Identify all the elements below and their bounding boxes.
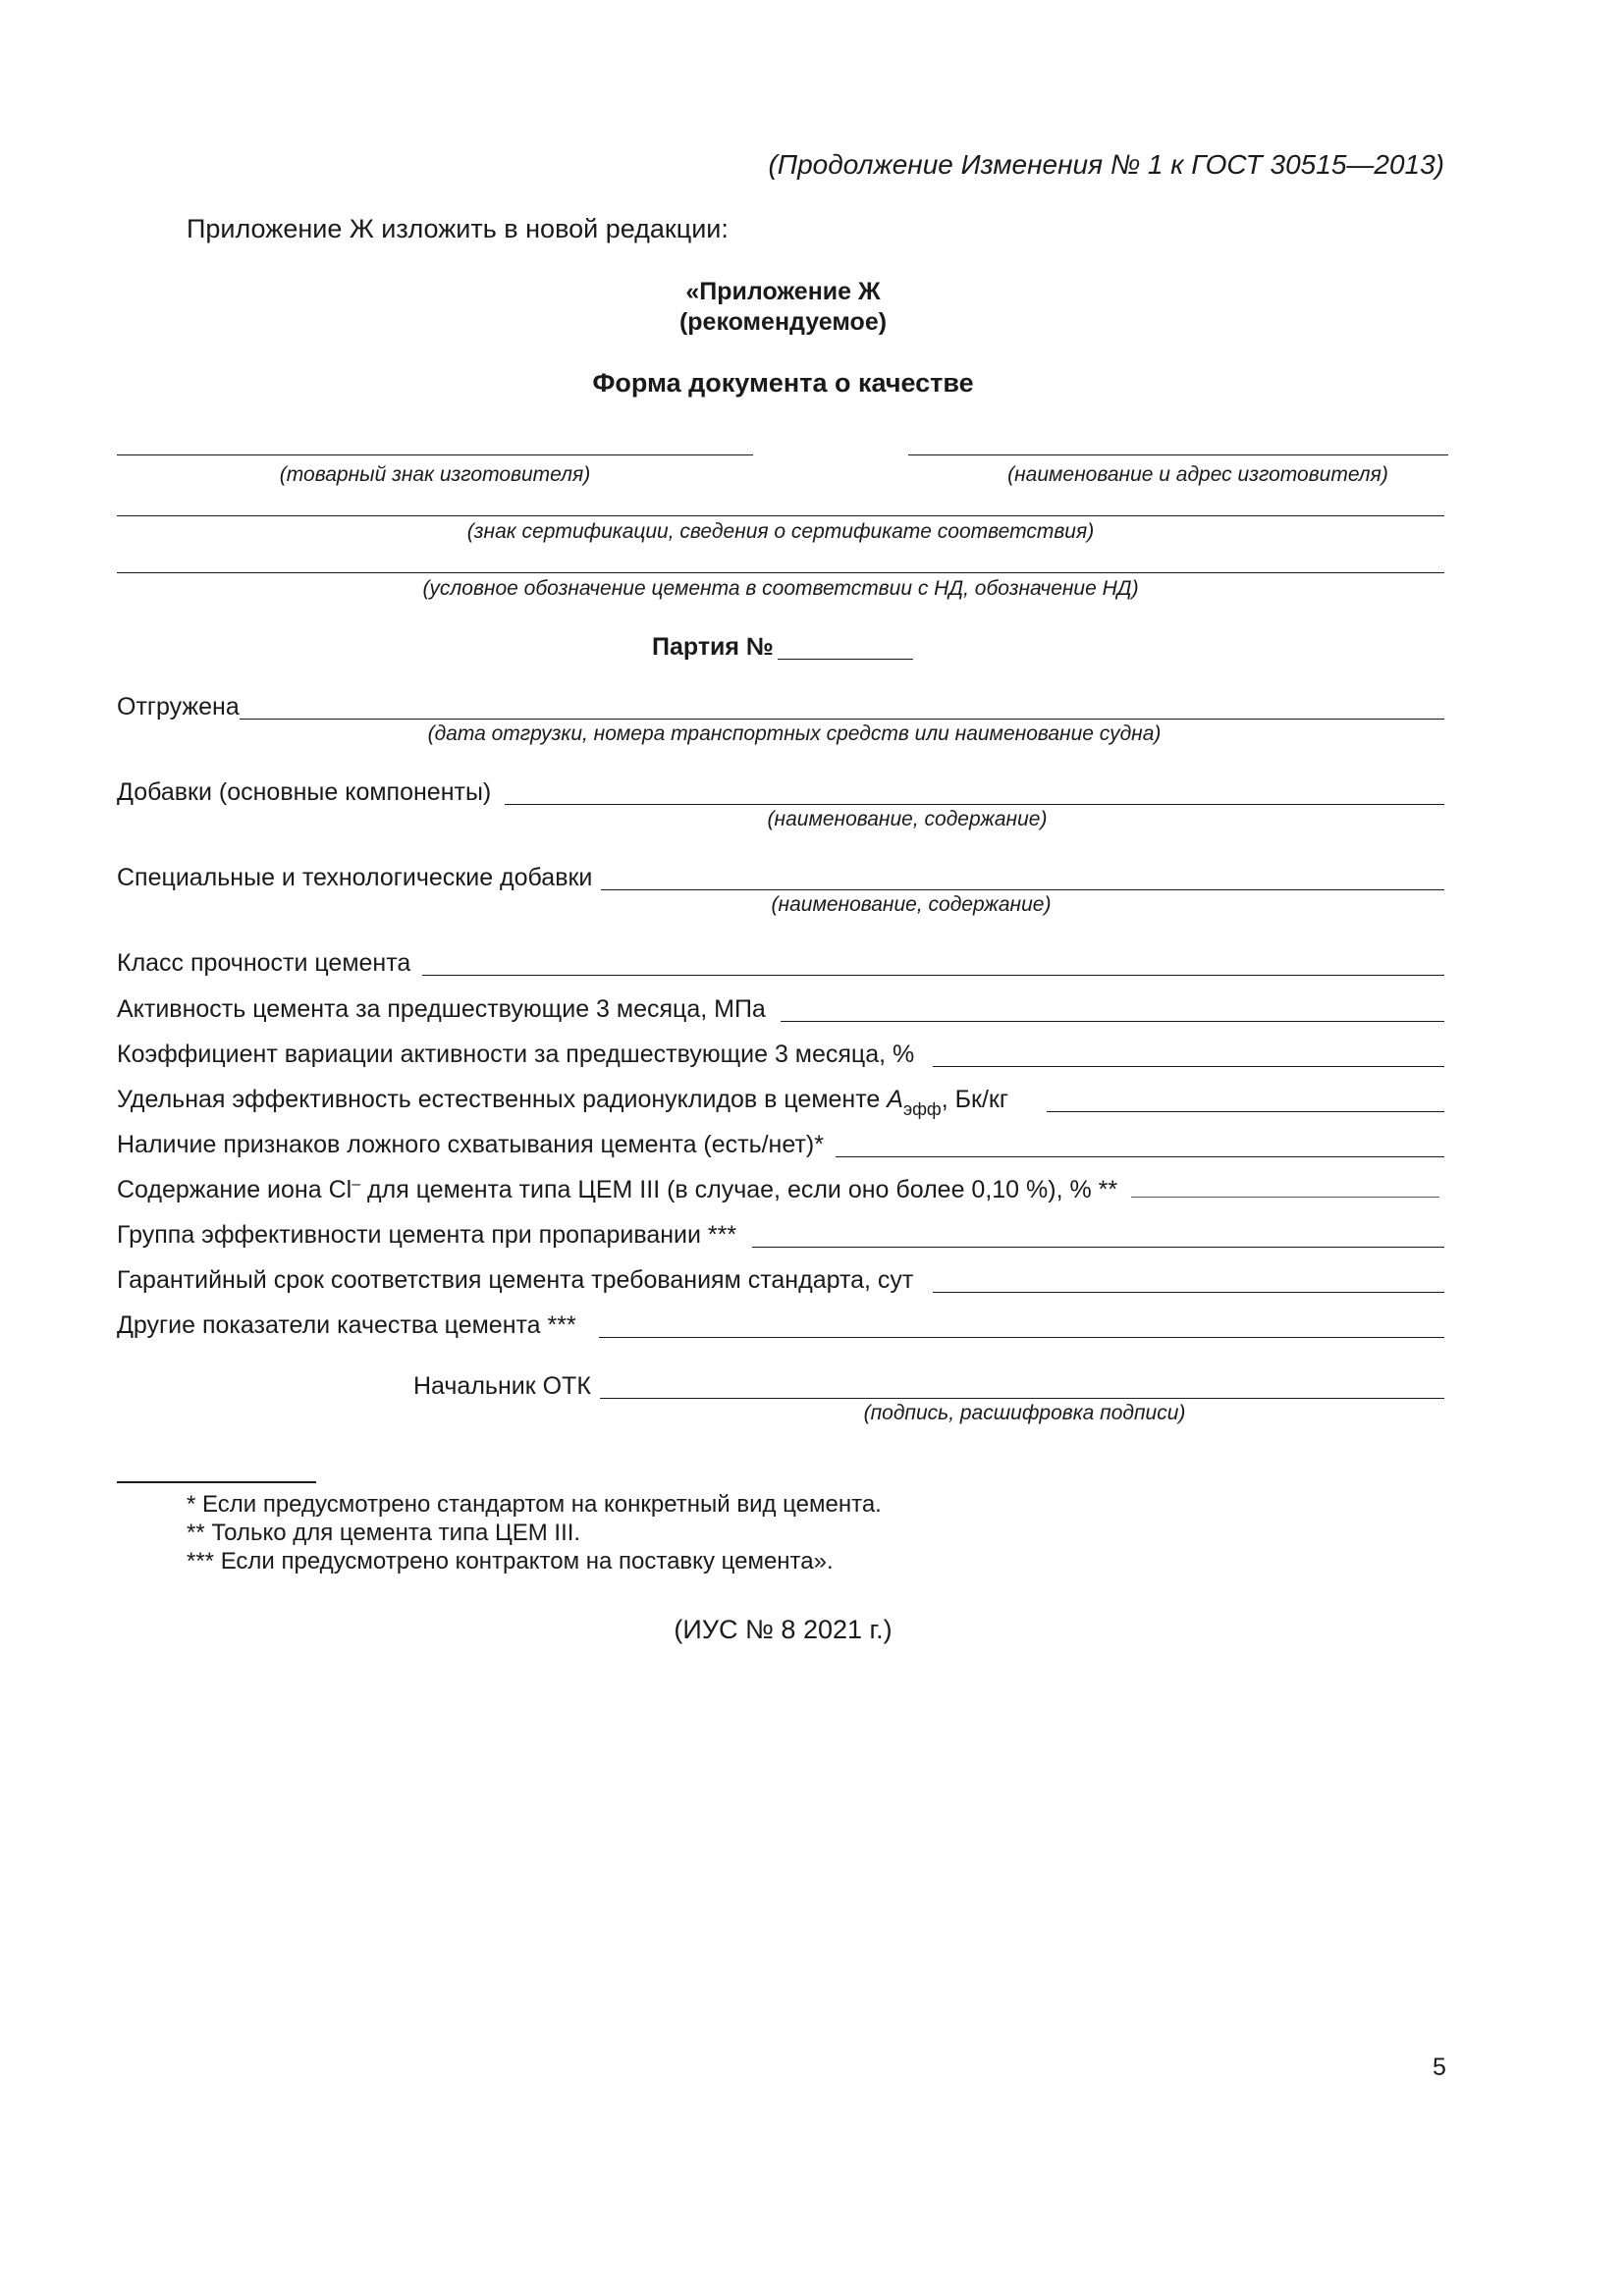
- radionuclides-line[interactable]: [1047, 1111, 1444, 1112]
- false-setting-label: Наличие признаков ложного схватывания цемента (есть/нет)*: [117, 1131, 824, 1158]
- chloride-label: [117, 1176, 1117, 1204]
- signature-caption: (подпись, расшифровка подписи): [863, 1402, 1186, 1424]
- shipped-label: Отгружена: [117, 693, 240, 721]
- activity-label: Активность цемента за предшествующие 3 месяца, МПа: [117, 995, 766, 1023]
- certification-line[interactable]: [117, 515, 1444, 516]
- radionuclides-suffix: , Бк/кг: [941, 1086, 1008, 1113]
- activity-line[interactable]: [781, 1021, 1444, 1022]
- additives-main-line[interactable]: [505, 804, 1444, 805]
- designation-caption: (условное обозначение цемента в соответствии с НД, обозначение НД): [422, 577, 1139, 600]
- batch-label: Партия №: [652, 633, 774, 661]
- strength-class-line[interactable]: [422, 975, 1444, 976]
- radionuclides-label: [117, 1086, 1008, 1119]
- appendix-subtitle: (рекомендуемое): [678, 308, 888, 336]
- warranty-line[interactable]: [933, 1292, 1444, 1293]
- warranty-label: Гарантийный срок соответствия цемента требованиям стандарта, сут: [117, 1266, 914, 1294]
- form-title: Форма документа о качестве: [592, 368, 974, 398]
- strength-class-label: Класс прочности цемента: [117, 949, 411, 977]
- manufacturer-caption: (наименование и адрес изготовителя): [1007, 463, 1388, 486]
- additives-special-label: Специальные и технологические добавки: [117, 864, 593, 891]
- shipment-caption: (дата отгрузки, номера транспортных средств или наименование судна): [427, 722, 1162, 745]
- trademark-line[interactable]: [117, 454, 753, 455]
- qc-head-label: Начальник ОТК: [413, 1372, 591, 1400]
- radionuclides-prefix: Удельная эффективность естественных радионуклидов в цементе: [117, 1086, 888, 1113]
- chloride-superscript: –: [352, 1176, 361, 1193]
- variation-label: Коэффициент вариации активности за предшествующие 3 месяца, %: [117, 1041, 915, 1068]
- false-setting-line[interactable]: [836, 1156, 1444, 1157]
- qc-head-signature-line[interactable]: [600, 1398, 1444, 1399]
- certification-caption: (знак сертификации, сведения о сертификате соответствия): [466, 520, 1095, 543]
- chloride-prefix: Содержание иона Cl: [117, 1176, 352, 1203]
- footnote-2: ** Только для цемента типа ЦЕМ III.: [187, 1520, 581, 1546]
- additives-main-caption: (наименование, содержание): [767, 808, 1048, 830]
- other-indicators-line[interactable]: [599, 1337, 1444, 1338]
- batch-number-line[interactable]: [778, 659, 913, 660]
- steaming-group-label: Группа эффективности цемента при пропаривании ***: [117, 1221, 737, 1249]
- shipped-line[interactable]: [240, 719, 1444, 720]
- footnote-separator: [117, 1481, 316, 1483]
- trademark-caption: (товарный знак изготовителя): [279, 463, 591, 486]
- additives-special-caption: (наименование, содержание): [771, 893, 1052, 916]
- footnote-1: * Если предусмотрено стандартом на конкретный вид цемента.: [187, 1491, 882, 1518]
- page-number: 5: [1433, 2054, 1446, 2081]
- intro-text: Приложение Ж изложить в новой редакции:: [187, 214, 729, 243]
- designation-line[interactable]: [117, 572, 1444, 573]
- appendix-title: «Приложение Ж: [685, 278, 881, 305]
- additives-main-label: Добавки (основные компоненты): [117, 778, 492, 806]
- footnote-3: *** Если предусмотрено контрактом на поставку цемента».: [187, 1548, 834, 1575]
- chloride-suffix: для цемента типа ЦЕМ III (в случае, если оно более 0,10 %), % **: [360, 1176, 1118, 1203]
- continuation-header: (Продолжение Изменения № 1 к ГОСТ 30515—2013): [768, 149, 1444, 180]
- steaming-group-line[interactable]: [752, 1247, 1444, 1248]
- other-indicators-label: Другие показатели качества цемента ***: [117, 1311, 576, 1339]
- radionuclides-subscript: эфф: [902, 1099, 942, 1119]
- radionuclides-symbol: A: [887, 1086, 903, 1113]
- ius-reference: (ИУС № 8 2021 г.): [674, 1615, 893, 1644]
- additives-special-line[interactable]: [601, 889, 1444, 890]
- chloride-line[interactable]: [1131, 1197, 1439, 1198]
- variation-line[interactable]: [933, 1066, 1444, 1067]
- manufacturer-line[interactable]: [908, 454, 1448, 455]
